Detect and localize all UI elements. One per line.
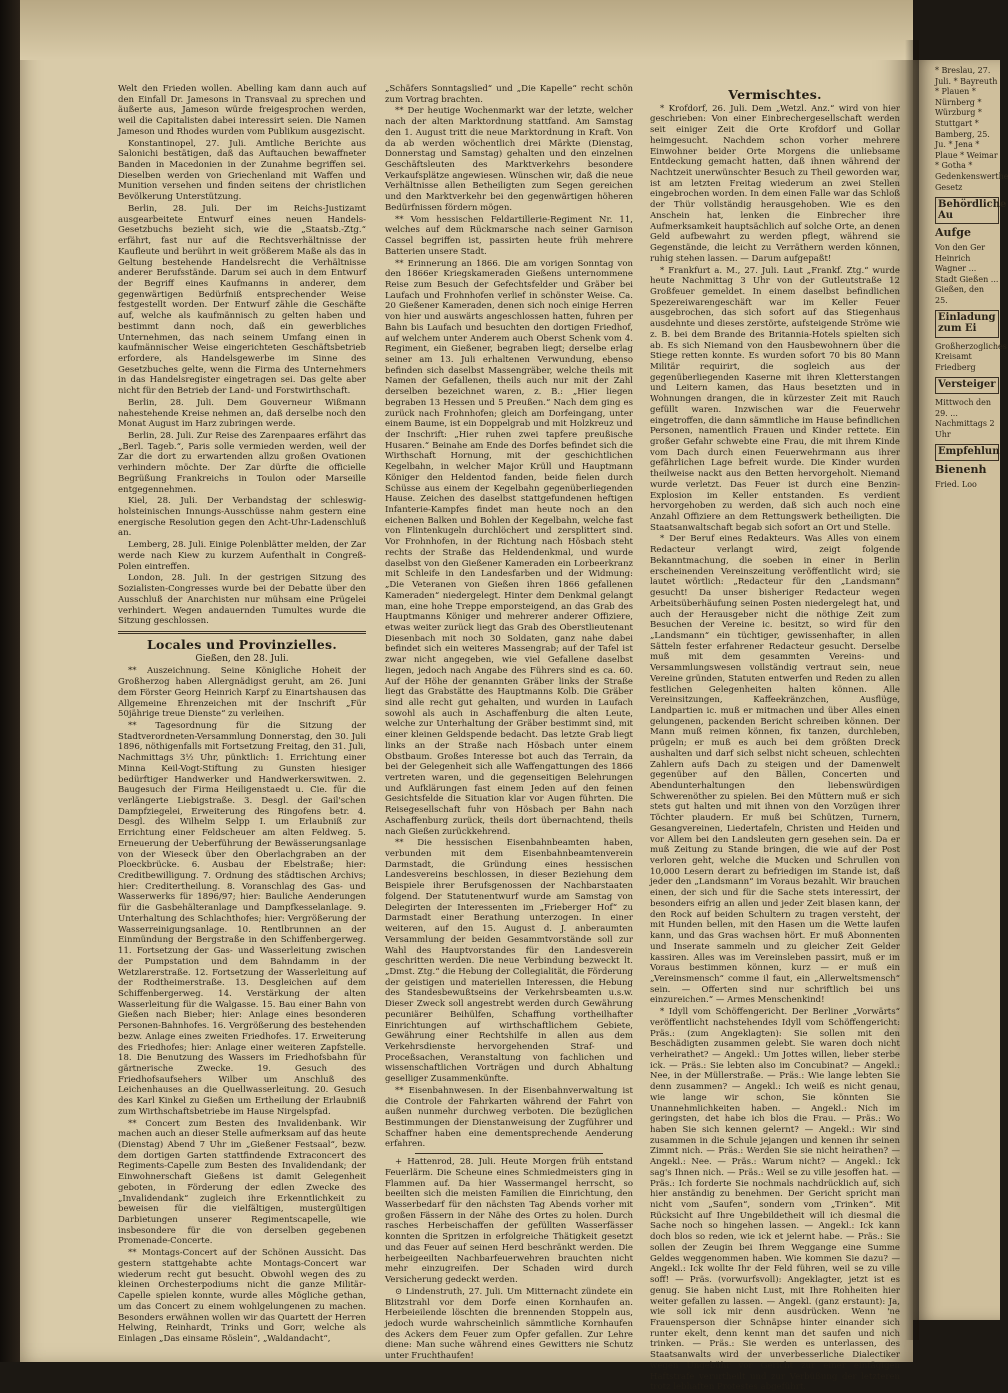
article-paragraph: ** Der heutige Wochenmarkt war der letzte, welcher nach der alten Marktordnung stattfand. Am Samstag den 1. August tritt die neue Marktordnung in Kraft. Von da ab werden wöchentlich drei Märkte (Dienstag, Donnerstag und Samstag) gehalten und den einzelnen Geschäftsleuten des Marktverkehrs besondere Verkaufsplätze angewiesen. Wünschen wir, daß die neue Verhältnisse allen Betheiligten zum Segen gereichen und den Marktverkehr bei den gegenwärtigen höheren Bedürfnissen fördern mögen.	[385, 106, 633, 213]
facing-heading: Bienenh	[935, 463, 987, 476]
article-paragraph: ** Montags-Concert auf der Schönen Aussicht. Das gestern stattgehabte achte Montags-Concert war wiederum recht gut besucht. Obwohl wegen des zu kleinen Orchesterpodiums nicht die ganze Militär-Capelle spielen konnte, wurde alles Mögliche gethan, um das Concert zu einem wohlgelungenen zu machen. Besonders erwähnen wollen wir das Quartett der Herren Helwing, Reinhardt, Trinks und Gorr, welche als Einlagen „Das einsame Röslein“, „Waldandacht“,	[118, 1248, 367, 1344]
facing-page-edge	[913, 60, 1008, 1320]
column-2	[385, 84, 633, 1362]
article-paragraph: * Idyll vom Schöffengericht. Der Berliner „Vorwärts“ veröffentlicht nachstehendes Idyll vom Schöffengericht: Präs.: (zum Angeklagten): Sie sollen mit den Beschädigten zusammen gelebt. Sie waren doch nicht verheirathet? — Angekl.: Um Jottes willen, lieber sterbe ick. — Präs.: Sie lebten also im Concubinat? — Angekl.: Nee, in der Müllerstraße. — Präs.: Wie lange lebten Sie denn zusammen? — Angekl.: Ich weiß es nicht genau, wie lange wir schon, Sie könnten Sie Unannehmlichkeiten haben. — Angekl.: Nich im geringsten, det habe ich blos die Frau. — Präs.: Wo haben Sie sich kennen gelernt? — Angekl.: Wir sind zusammen in die Schule jejangen und kennen ihr seinen Zimmt nich. — Präs.: Werden Sie sie nicht heirathen? — Angekl.: Nee. — Präs.: Warum nicht? — Angekl.: Ick sag's Ihnen nich. — Präs.: Weil se zu ville jesoffen hat. — Präs.: Ich forderte Sie nochmals nachdrücklich auf, sich hier anständig zu benehmen. Der Gericht spricht man nicht vom „Saufen“, sondern vom „Trinken“. Mit Rücksicht auf Ihre Ungebildetheit will ich diesmal die Sache noch so hingehen lassen. — Angekl.: Ick kann doch blos so reden, wie ick et jelernt habe. — Präs.: Sie sollen der Zeugin bei Ihrem Weggange eine Summe Geldes weggenommen haben. Wie kommen Sie dazu? — Angekl.: Ick wollte Ihr der Feld führen, weil se zu ville soff! — Präs. (vorwurfsvoll): Angeklagter, jetzt ist es genug. Sie haben nicht Lust, mit Ihre Rohheiten hier weiter gefallen zu lassen. — Angekl. (ganz erstaunt): Ja, wie soll ick mir denn ausdrücken. Wenn 'ne Frauensperson dier Schnäpse hinter einander sich runter ekelt, denn kennt man det saufen und nich trinken. — Präs.: Sie werden es unterlassen, des Staatsanwalts wird der unverbesserliche Dialectiker wegen Ungebühr vor Gericht zur einer eintägigen Haftstrafe verurtheilt und zur Verbüßung der letzteren trotz lebhaften Protestes abgeführt.	[650, 1007, 900, 1393]
article-paragraph: * Der Beruf eines Redakteurs. Was Alles von einem Redacteur verlangt wird, zeigt folgende Bekanntmachung, die soeben in einer in Berlin erscheinenden Vereinszeitung veröffentlicht wird; sie lautet wörtlich: „Redacteur für den „Landsmann“ gesucht! Da unser bisheriger Redacteur wegen Arbeitsüberhäufung seinen Posten niedergelegt hat, und auch der Herausgeber nicht die nöthige Zeit zum Besuchen der Vereine ic. besitzt, so wird für den „Landsmann“ ein tüchtiger, gewissenhafter, in allen Sätteln fester erfahrener Redacteur gesucht. Derselbe muß mit dem gesammten Vereins- und Versammlungswesen vollständig vertraut sein, neue Vereine gründen, Statuten entwerfen und Reden zu allen festlichen Gelegenheiten halten können. Alle Vereinsitzungen, Kaffeekränzchen, Ausflüge, Landpartien ic. muß er mitmachen und über Alles einen gelungenen, packenden Bericht schreiben können. Der Mann muß reimen können, fix tanzen, durchleben, prügeln; er muß es auch bei dem größten Dreck aushalten und darf sich selbst nicht scheuen, schlechten Zahlern aufs Dach zu steigen und der Damenwelt gegenüber auf den Bällen, Concerten und Abendunterhaltungen den liebenswürdigen Schwerenöther zu spielen. Bei den Müttern muß er sich stets gut halten und mit ihnen von den Vorzügen ihrer Töchter plaudern. Er muß bei Schützen, Turnern, Gesangvereinen, Liedertafeln, Christen und Heiden und vor Allem bei den Landsleuten gern gesehen sein. Da er muß Zeitung zu Stande bringen, die wie auf der Post verloren geht, welche die Mucken und Schrullen von 10,000 Lesern derart zu befriedigen im Stande ist, daß jeder den „Landsmann“ im Voraus bezahlt. Wir brauchen einen, der sich und für die Sache stets interessirt, der besonders eifrig an allen und jeder Zeit blasen kann, der den Rock auf beiden Schultern zu tragen versteht, der mit Hunden bellen, mit den Hasen um die Wette laufen kann, und das Gras wachsen hört. Er muß Abonnenten und Inserate sammeln und zu gleicher Zeit Gelder kassiren. Alles was im Vereinsleben passirt, muß er im Voraus bestimmen können, kurz — er muß ein „Vereinsmensch“ comme il faut, ein „Allerweltsmensch“ sein. — Offerten sind nur schriftlich bei uns einzureichen.“ — Armes Menschenkind!	[650, 534, 900, 1006]
article-paragraph: * Frankfurt a. M., 27. Juli. Laut „Frankf. Ztg.“ wurde heute Nachmittag 3 Uhr von der Gutleutstraße 12 Großfeuer gemeldet. In einem daselbst befindlichen Spezereiwarengeschäft war im Keller Feuer ausgebrochen, das sich sofort auf das Stiegenhaus ausdehnte und dieses zerstörte, aufsteigende Ströme wie z. B. bei dem Brande des Britannia-Hotels spielten sich ab. Es sich Niemand von den Hausbewohnern über die Stiege retten konnte. Es wurden sofort 70 bis 80 Mann Militär requirirt, die sogleich aus der gegenüberliegenden Kaserne mit ihren Kletterstangen und Leitern kamen, das Haus besetzten und in Wohnungen drangen, die in kürzester Zeit mit Rauch gefüllt waren. Inzwischen war die Feuerwehr eingetroffen, die dann sämmtliche im Hause befindlichen Personen, namentlich Frauen und Kinder rettete. Ein großer Gefahr schwebte eine Frau, die mit ihrem Kinde vom Dach durch einen Feuerwehrmann aus ihrer gefährlichen Lage befreit wurde. Die Kinder wurden theilweise nackt aus den Betten hervorgeholt. Niemand wurde verletzt. Das Feuer ist durch eine Benzin-Explosion im Keller entstanden. Es verdient hervorgehoben zu werden, daß sich auch noch eine Anzahl Offiziere an dem Rettungswerk betheiligten. Die Staatsanwaltschaft begab sich sofort an Ort und Stelle.	[650, 265, 900, 533]
facing-heading: Versteiger	[935, 377, 999, 394]
facing-line: Fried. Loo	[935, 479, 977, 489]
article-paragraph: ⊙ Lindenstruth, 27. Juli. Um Mitternacht zündete ein Blitzstrahl vor dem Dorfe einen Kornhaufen an. Herbeieilende löschten die brennenden Stoppeln aus, jedoch wurde wahrscheinlich sämmtliche Kornhaufen des Ackers dem Feuer zum Opfer gefallen. Zur Lehre diene: Man suche während eines Gewitters nie Schutz unter Fruchthaufen!	[385, 1286, 633, 1362]
facing-heading: Empfehlun	[935, 444, 999, 461]
facing-heading: Behördliche Au	[935, 197, 999, 224]
article-paragraph: ** Auszeichnung. Seine Königliche Hoheit der Großherzog haben Allergnädigst geruht, am 26. Juni dem Förster Georg Heinrich Karpf zu Einartshausen das Allgemeine Ehrenzeichen mit der Inschrift „Für 50jährige treue Dienste“ zu verleihen.	[118, 666, 366, 720]
article-paragraph: London, 28. Juli. In der gestrigen Sitzung des Sozialisten-Congresses wurde bei der Debatte über den Ausschluß der Anarchisten nur mühsam eine Prügelei verhindert. Wegen andauernden Tumultes wurde die Sitzung geschlossen.	[118, 573, 366, 627]
article-paragraph: Berlin, 28. Juli. Zur Reise des Zarenpaares erfährt das „Berl. Tageb.“, Paris solle vermieden werden, weil der Zar die dort zu erwartenden allzu großen Ovationen verhindern möchte. Der Zar dürfte die officielle Begrüßung Frankreichs in Toulon oder Marseille entgegennehmen.	[118, 431, 366, 495]
article-paragraph: ** Eisenbahnwesen. In der Eisenbahnverwaltung ist die Controle der Fahrkarten während der Fahrt von außen nunmehr durchweg verboten. Die bezüglichen Bestimmungen der Dienstanweisung der Zugführer und Schaffner haben eine dementsprechende Aenderung erfahren.	[385, 1085, 633, 1150]
article-paragraph: ** Erinnerung an 1866. Die am vorigen Sonntag von den 1866er Kriegskameraden Gießens unternommene Reise zum Besuch der Gefechtsfelder und Gräber bei Laufach und Frohnhofen verlief in schönster Weise. Ca. 20 Gießener Kameraden, denen sich noch einige Herren von hier und auswärts angeschlossen hatten, fuhren per Bahn bis Laufach und besuchten den dortigen Friedhof, auf welchem unter Anderem auch Oberst Schenk vom 4. Regiment, ein Gießener, begraben liegt; derselbe erlag seiner am 13. Juli erhaltenen Verwundung, ebenso befinden sich daselbst Massengräber, welche theils mit Namen der Gefallenen, theils auch nur mit der Zahl derselben bezeichnet waren, z. B.: „Hier liegen begraben 13 Hessen und 5 Preußen.“ Nach dem ging es zurück nach Frohnhofen; gleich am Dorfeingang, unter einem Baume, ist ein Doppelgrab und mit Holzkreuz und der Inschrift: „Hier ruhen zwei tapfere preußische Husaren.“ Beinahe am Ende des Dorfes befindet sich die Wirthschaft Hornung, mit der geschichtlichen Kegelbahn, in welcher Major Krüll und Hauptmann Königer den Heldentod fanden, beide fielen durch Schüsse aus einem der Kegelbahn gegenüberliegenden Hause. Zeichen des daselbst stattgefundenen heftigen Infanterie-Kampfes findet man heute noch an den eichenen Balken und Bohlen der Kegelbahn, welche fast von Flintenkugeln durchlöchert und zersplittert sind. Vor Frohnhofen, in der Richtung nach Hösbach steht rechts der Straße das Heldendenkmal, und wurde daselbst von den Gießener Kameraden ein Lorbeerkranz mit Schleife in den Landesfarben und der Widmung: „Die Veteranen von Gießen ihren 1866 gefallenen Kameraden“ niedergelegt. Hinter dem Denkmal gelangt man, eine hohe Treppe emporsteigend, an das Grab des Hauptmanns Königer und mehrerer anderer Offiziere, etwas weiter zurück liegt das Grab des Oberstlieutenant Diesenbach mit noch 30 Soldaten, ganz nahe dabei befindet sich ein weiteres Massengrab; auf der Tafel ist zwar nicht angegeben, wie viel Gefallene daselbst liegen, jedoch nach Angabe des Führers sind es ca. 60. Auf der Höhe der genannten Gräber links der Straße liegt das Grabstätte des Hauptmanns Kolb. Die Gräber sind alle recht gut gehalten, und wurden in Laufach sowohl als auch in Aschaffenburg die alten Leute, welche zur Unterhaltung der Gräber bestimmt sind, mit einer kleinen Geldspende bedacht. Das letzte Grab liegt links an der Straße nach Hösbach unter einem Obstbaum. Großes Interesse bot auch das Terrain, da bei der Gelegenheit sich alle Waffengattungen des 1866 vertreten waren, und die gegenseitigen Belehrungen und Aufklärungen fast einem Jeden auf den feinen Gesichtsfelde die Situation klar vor Augen führten. Die Reisegesellschaft fuhr von Hösbach per Bahn nach Aschaffenburg zurück, theils dort übernachtend, theils nach Gießen zurückkehrend.	[385, 258, 633, 837]
section-divider	[118, 631, 366, 634]
article-paragraph: Kiel, 28. Juli. Der Verbandstag der schleswig-holsteinischen Innungs-Ausschüsse nahm gestern eine energische Resolution gegen den Acht-Uhr-Ladenschluß an.	[118, 496, 366, 539]
page-top-shadow	[20, 0, 913, 60]
article-paragraph: ** Concert zum Besten des Invalidenbank. Wir machen auch an dieser Stelle aufmerksam auf das heute (Dienstag) Abend 7 Uhr im „Gießener Festsaal“, bezw. dem dortigen Garten stattfindende Extraconcert des Regiments-Capelle zum Besten des Invalidendank; der Einwohnerschaft Gießens ist damit Gelegenheit geboten, in Förderung der edlen Zwecke des „Invalidendank“ zugleich ihre Erkenntlichkeit zu beweisen für die vielfältigen, mustergültigen Darbietungen unserer Regimentscapelle, wie insbesondere für die von derselben gegebenen Promenade-Concerte.	[118, 1118, 366, 1247]
column-3	[650, 84, 900, 1393]
facing-line: Mittwoch den 29. ... Nachmittags 2 Uhr	[935, 398, 995, 439]
article-paragraph: ** Die hessischen Eisenbahnbeamten haben, verbunden mit dem Eisenbahnbeamtenverein Darmstadt, die Gründung eines hessischen Landesvereins beschlossen, in dieser Beziehung dem Beispiele ihrer Berufsgenossen der Nachbarstaaten folgend. Der Statutenentwurf wurde am Samstag von Delegirten der Interessenten im „Frieberger Hof“ zu Darmstadt einer Berathung unterzogen. In einer weiteren, auf den 15. August d. J. anberaumten Versammlung der beiden Gesammtvorstände soll zur Wahl des Hauptvorstandes für den Landesverein geschritten werden. Die neue Verbindung bezweckt lt. „Dmst. Ztg.“ die Hebung der Collegialität, die Förderung der geistigen und materiellen Interessen, die Hebung des Standesbewußtseins der Verkehrsbeamten u.s.w. Dieser Zweck soll angestrebt werden durch Gewährung pecuniärer Beihülfen, Schaffung vortheilhafter Einrichtungen auf wirthschaftlichem Gebiete, Gewährung einer Rechtshilfe in allen aus dem Verkehrsdienste hervorgehenden Straf- und Proceßsachen, Veranstaltung von fachlichen und wissenschaftlichen Vorträgen und durch Abhaltung geselliger Zusammenkünfte.	[385, 838, 633, 1085]
article-paragraph: * Krofdorf, 26. Juli. Dem „Wetzl. Anz.“ wird von hier geschrieben: Von einer Einbrechergesellschaft werden seit einiger Zeit die Orte Krofdorf und Gollar heimgesucht. Nachdem schon vorher mehrere Einwohner beider Orte Morgens die unliebsame Entdeckung gemacht hatten, daß ihnen während der Nachtzeit unerwünschter Besuch zu Theil geworden war, ist am letzten Freitag wiederum an zwei Stellen eingebrochen worden. In dem einen Falle war das Schloß der Thür vollständig herausgehoben. Wie es den Anschein hat, lenken die Einbrecher ihre Aufmerksamkeit hauptsächlich auf solche Orte, an denen Geld aufbewahrt zu werden pflegt, während sie Gegenstände, die leicht zu Verräthern werden können, ruhig stehen lassen. — Darum aufgepaßt!	[650, 103, 900, 264]
facing-heading: Aufge	[935, 226, 971, 240]
article-paragraph: Lemberg, 28. Juli. Einige Polenblätter melden, der Zar werde nach Kiew zu kurzem Aufenthalt in Congreß-Polen eintreffen.	[118, 540, 366, 572]
article-paragraph: Konstantinopel, 27. Juli. Amtliche Berichte aus Salonichi bestätigen, daß das Auftauchen bewaffneter Banden in Macedonien in der Zunahme begriffen sei. Dieselben werden von Griechenland mit Waffen und Munition versehen und finden seitens der christlichen Bevölkerung Unterstützung.	[118, 138, 366, 203]
facing-heading: Einladung zum Ei	[935, 310, 999, 337]
facing-line: Von den Ger Heinrich Wagner ... Stadt Gießen ... Gießen, den 25.	[935, 242, 999, 305]
facing-snippet: * Breslau, 27. Juli. * Bayreuth * Plauen * Nürnberg * Würzburg * Stuttgart * Bamberg, 25. Ju. * Jena * Plaue * Weimar * Gotha * Gedenkenswerthe Gesetz	[935, 66, 1008, 192]
facing-line: Großherzogliches Kreisamt Friedberg	[935, 341, 1007, 372]
section-dateline: Gießen, den 28. Juli.	[195, 653, 289, 664]
article-paragraph: Welt den Frieden wollen. Abelling kam dann auch auf den Einfall Dr. Jamesons in Transvaal zu sprechen und äußerte aus, Jameson würde freigesprochen werden, weil die Capitalisten dabei interessirt seien. Die Namen Jameson und Rhodes wurden vom Publikum ausgezischt.	[118, 84, 366, 137]
column-1	[118, 84, 366, 1345]
article-paragraph: Berlin, 28. Juli. Dem Gouverneur Wißmann nahestehende Kreise nehmen an, daß derselbe noch den Monat August im Harz zubringen werde.	[118, 397, 366, 430]
section-title-vermischtes: Vermischtes.	[728, 87, 822, 102]
article-paragraph: + Hattenrod, 28. Juli. Heute Morgen früh entstand Feuerlärm. Die Scheune eines Schmiedmeisters ging in Flammen auf. Da hier Wassermangel herrscht, so beeilten sich die meisten Familien die Einrichtung, den Wasserbedarf für den nächsten Tag Abends vorher mit großen Fässern in der Nähe des Ortes zu holen. Durch rasches Herbeischaffen der gefüllten Wasserfässer konnten die Spritzen in erfolgreiche Thätigkeit gesetzt und das Feuer auf seinen Herd beschränkt werden. Die herbeigeeilten Nachbarfeuerwehren brauchten nicht mehr einzugreifen. Der Schaden wird durch Versicherung gedeckt werden.	[385, 1157, 633, 1286]
article-paragraph: Berlin, 28. Juli. Der im Reichs-Justizamt ausgearbeitete Entwurf eines neuen Handels-Gesetzbuchs bezieht sich, wie die „Staatsb.-Ztg.“ erfährt, fast nur auf die Rechtsverhältnisse der Kaufleute und berührt in weit größerem Maße als das in Geltung bestehende Handelsrecht die Verhältnisse anderer Berufsstände. Darum sei auch in dem Entwurf der Begriff eines Kaufmanns in anderer, dem gegenwärtigen Bedürfniß entsprechender Weise festgestellt worden. Der Entwurf zähle die Geschäfte auf, welche als kaufmännisch zu gelten haben und bestimmt dann noch, daß ein gewerbliches Unternehmen, das nach seinem Umfang einen in kaufmännischer Weise eingerichteten Geschäftsbetrieb erfordere, als Handelsgewerbe im Sinne des Gesetzbuches gelte, wenn die Firma des Unternehmers in das Handelsregister eingetragen sei. Das gelte aber nicht für den Betrieb der Land- und Forstwirthschaft.	[118, 203, 366, 397]
article-paragraph: „Schäfers Sonntagslied“ und „Die Kapelle“ recht schön zum Vortrag brachten.	[385, 84, 633, 105]
facing-page-text	[935, 66, 1008, 490]
book-spine	[0, 0, 20, 1362]
article-divider	[415, 1153, 603, 1154]
page-gutter-shadow	[905, 40, 919, 1340]
article-paragraph: ** Vom hessischen Feldartillerie-Regiment Nr. 11, welches auf dem Rückmarsche nach seiner Garnison Cassel begriffen ist, passirten heute früh mehrere Batterien unsere Stadt.	[385, 214, 633, 257]
section-title-locales: Locales und Provinzielles.	[146, 636, 338, 652]
article-paragraph: ** Tagesordnung für die Sitzung der Stadtverordneten-Versammlung Donnerstag, den 30. Juli 1896, nöthigenfalls mit Fortsetzung Freitag, den 31. Juli, Nachmittags 3½ Uhr, pünktlich: 1. Errichtung einer Minna Keil-Vogt-Stiftung zu Gunsten hiesiger bedürftiger Handwerker und Handwerkerswitwen. 2. Baugesuch der Firma Heiligenstaedt u. Cie. für die verlängerte Liebigstraße. 3. Desgl. der Gail'schen Dampfziegelei, Erweiterung des Ringofens betr. 4. Desgl. des Wilhelm Selpp I. um Erlaubniß zur Errichtung einer Feldscheuer am alten Feldweg. 5. Erneuerung der Ueberführung der Bewässerungsanlage von der Wieseck über den Oberlachgraben an der Ploeckbrücke. 6. Ausbau der Ebelstraße; hier: Creditbewilligung. 7. Ordnung des städtischen Archivs; hier: Creditertheilung. 8. Voranschlag des Gas- und Wasserwerks für 1896/97; hier: Bauliche Aenderungen für die Gasbehälteranlage und Dampfkesselanlage. 9. Unterhaltung des Schlachthofes; hier: Vergrößerung der Wasserreinigungsanlage. 10. Rentlbrunnen an der Einmündung der Bergstraße in den Schiffenbergerweg. 11. Fortsetzung der Gas- und Wasserleitung zwischen der Pumpstation und dem Bahndamm in der Wetzlarerstraße. 12. Fortsetzung der Wasserleitung auf der Rodtheimerstraße. 13. Desgleichen auf dem Schiffenbergerweg. 14. Verstärkung der alten Wasserleitung für die Walgasse. 15. Bau einer Bahn von Gießen nach Bieber; hier: Anlage eines besonderen Personen-Bahnhofes. 16. Vergrößerung des bestehenden bezw. Anlage eines zweiten Friedhofes. 17. Erweiterung des Friedhofes; hier: Anlage einer weiteren Zapfstelle. 18. Die Benutzung des Wassers im Friedhofsbahn für gärtnerische Zwecke. 19. Gesuch des Friedhofsaufsehers Wilber um Anschluß des Leichenhauses an die Quellwasserleitung. 20. Gesuch des Karl Kinkel zu Gießen um Ertheilung der Erlaubniß zum Wirthschaftsbetriebe im Hause Nirgelspfad.	[118, 720, 366, 1117]
